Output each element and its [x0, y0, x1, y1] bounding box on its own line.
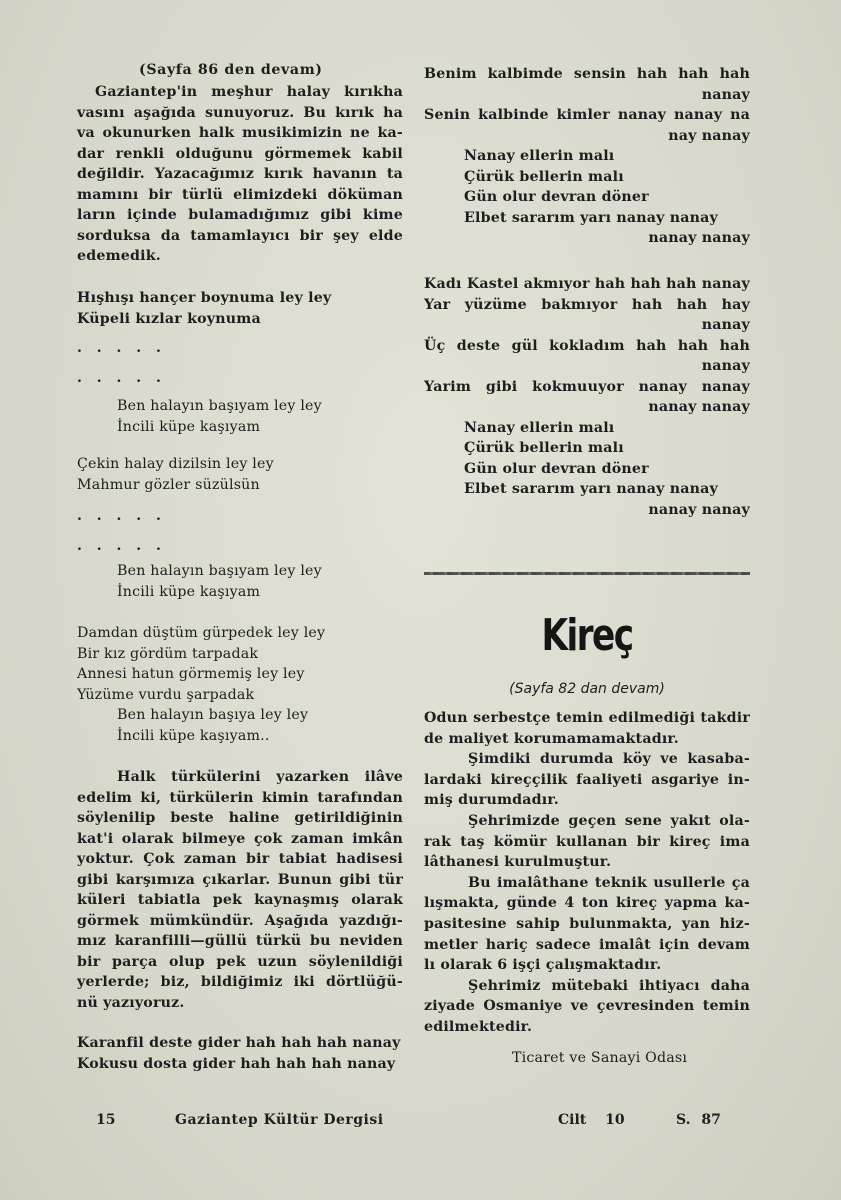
- article-line: metler hariç sadece imalât için devam: [424, 936, 750, 953]
- continued-note-left: (Sayfa 86 den devam): [139, 62, 323, 78]
- paragraph-line: küleri tabiatla pek kaynaşmış olarak: [77, 892, 403, 908]
- song-line: Nanay ellerin malı: [464, 148, 615, 164]
- article-line: Şimdiki durumda köy ve kasaba-: [468, 751, 750, 768]
- paragraph-line: söylenilip beste haline getirildiğinin: [77, 810, 403, 826]
- song-line: Elbet sararım yarı nanay nanay: [464, 209, 719, 226]
- refrain-line: Ben halayın başıya ley ley: [117, 707, 309, 723]
- song-line: Çürük bellerin malı: [464, 440, 624, 456]
- song-line: nanay: [701, 317, 750, 333]
- page-number: 15: [96, 1112, 116, 1128]
- paragraph-line: Halk türkülerini yazarken ilâve: [117, 769, 403, 785]
- article-line: lâthanesi kurulmuştur.: [424, 854, 612, 871]
- article-line: lışmakta, günde 4 ton kireç yapma ka-: [424, 895, 750, 912]
- song-line: nanay: [701, 86, 750, 103]
- song-line: Senin kalbinde kimler nanay nanay na: [424, 107, 750, 123]
- refrain-line: Ben halayın başıyam ley ley: [117, 398, 322, 414]
- verse-line: Küpeli kızlar koynuma: [77, 311, 261, 327]
- paragraph-line: yerlerde; biz, bildiğimiz iki dörtlüğü-: [77, 974, 403, 990]
- intro-line: vasını aşağıda sunuyoruz. Bu kırık ha: [77, 104, 403, 121]
- paragraph-line: yoktur. Çok zaman bir tabiat hadisesi: [77, 851, 403, 867]
- article-line: Bu imalâthane teknik usullerle ça: [468, 874, 750, 891]
- intro-line: sorduksa da tamamlayıcı bir şey elde: [77, 227, 403, 244]
- article-title: Kireç: [541, 610, 633, 661]
- article-line: lardaki kireççilik faaliyeti asgariye in-: [424, 771, 750, 788]
- ellipsis-4: . . . . .: [77, 538, 166, 554]
- issue-number: S. 87: [676, 1112, 721, 1128]
- intro-line: Gaziantep'in meşhur halay kırıkha: [95, 84, 403, 100]
- song-line: nanay nanay: [648, 501, 750, 518]
- paragraph-line: nü yazıyoruz.: [77, 994, 185, 1011]
- continued-note-right: (Sayfa 82 dan devam): [509, 681, 665, 697]
- paragraph-line: kat'i olarak bilmeye çok zaman imkân: [77, 830, 403, 847]
- song-line: Yarim gibi kokmuuyor nanay nanay: [424, 378, 750, 395]
- ellipsis-3: . . . . .: [77, 508, 166, 524]
- article-line: Odun serbestçe temin edilmediği takdir: [424, 710, 750, 726]
- verse-line: Hışhışı hançer boynuma ley ley: [77, 290, 332, 306]
- refrain-line: İncili küpe kaşıyam: [117, 584, 261, 600]
- song-line: nanay nanay: [648, 230, 750, 246]
- song-line: Çürük bellerin malı: [464, 168, 624, 185]
- song-line: Nanay ellerin malı: [464, 419, 615, 436]
- volume-number: Cilt 10: [558, 1112, 625, 1128]
- refrain-line: İncili küpe kaşıyam..: [117, 728, 270, 744]
- journal-name: Gaziantep Kültür Dergisi: [175, 1112, 384, 1128]
- paragraph-line: görmek mümkündür. Aşağıda yazdığı-: [77, 912, 403, 929]
- intro-line: değildir. Yazacağımız kırık havanın ta: [77, 166, 403, 182]
- verse-line: Annesi hatun görmemiş ley ley: [77, 666, 305, 682]
- song-line: nanay: [701, 358, 750, 374]
- ellipsis-1: . . . . .: [77, 340, 166, 356]
- article-line: Şehrimiz mütebaki ihtiyacı daha: [468, 977, 750, 994]
- intro-line: edemedik.: [77, 248, 161, 264]
- article-line: Şehrimizde geçen sene yakıt ola-: [468, 813, 750, 829]
- article-line: pasitesine sahip bulunmakta, yan hiz-: [424, 916, 750, 932]
- paragraph-line: edelim ki, türkülerin kimin tarafından: [77, 789, 403, 806]
- verse-line: Karanfil deste gider hah hah hah nanay: [77, 1035, 401, 1051]
- verse-line: Bir kız gördüm tarpadak: [77, 645, 259, 662]
- verse-line: Çekin halay dizilsin ley ley: [77, 456, 274, 472]
- paragraph-line: bir parça olup pek uzun söylenildiği: [77, 953, 403, 970]
- song-line: Kadı Kastel akmıyor hah hah hah nanay: [424, 276, 750, 292]
- refrain-line: Ben halayın başıyam ley ley: [117, 563, 322, 579]
- intro-line: dar renkli olduğunu görmemek kabil: [77, 145, 403, 162]
- article-line: ziyade Osmaniye ve çevresinden temin: [424, 998, 750, 1015]
- song-line: Yar yüzüme bakmıyor hah hah hay: [424, 296, 750, 313]
- intro-line: mamını bir türlü elimizdeki döküman: [77, 186, 403, 203]
- verse-line: Kokusu dosta gider hah hah hah nanay: [77, 1055, 396, 1072]
- verse-line: Yüzüme vurdu şarpadak: [77, 686, 255, 703]
- verse-line: Mahmur gözler süzülsün: [77, 477, 260, 493]
- song-line: Elbet sararım yarı nanay nanay: [464, 481, 719, 497]
- song-line: Benim kalbimde sensin hah hah hah: [424, 66, 750, 82]
- article-signature: Ticaret ve Sanayi Odası: [512, 1050, 688, 1066]
- song-line: nanay nanay: [648, 399, 750, 415]
- article-line: miş durumdadır.: [424, 792, 559, 809]
- intro-line: va okunurken halk musikimizin ne ka-: [77, 125, 403, 141]
- paragraph-line: mız karanfilli—güllü türkü bu neviden: [77, 933, 403, 949]
- article-line: edilmektedir.: [424, 1019, 533, 1035]
- refrain-line: İncili küpe kaşıyam: [117, 419, 261, 435]
- verse-line: Damdan düştüm gürpedek ley ley: [77, 625, 326, 641]
- song-line: nay nanay: [668, 127, 750, 144]
- ellipsis-2: . . . . .: [77, 370, 166, 386]
- section-divider: [424, 572, 750, 575]
- article-line: rak taş kömür kullanan bir kireç ima: [424, 833, 750, 850]
- song-line: Gün olur devran döner: [464, 189, 649, 205]
- paragraph-line: gibi karşımıza çıkarlar. Bunun gibi tür: [77, 871, 403, 888]
- song-line: Üç deste gül kokladım hah hah hah: [424, 337, 750, 354]
- song-line: Gün olur devran döner: [464, 460, 649, 477]
- article-line: lı olarak 6 işçi çalışmaktadır.: [424, 957, 662, 974]
- intro-line: ların içinde bulamadığımız gibi kime: [77, 207, 403, 223]
- article-line: de maliyet korumamamaktadır.: [424, 730, 679, 747]
